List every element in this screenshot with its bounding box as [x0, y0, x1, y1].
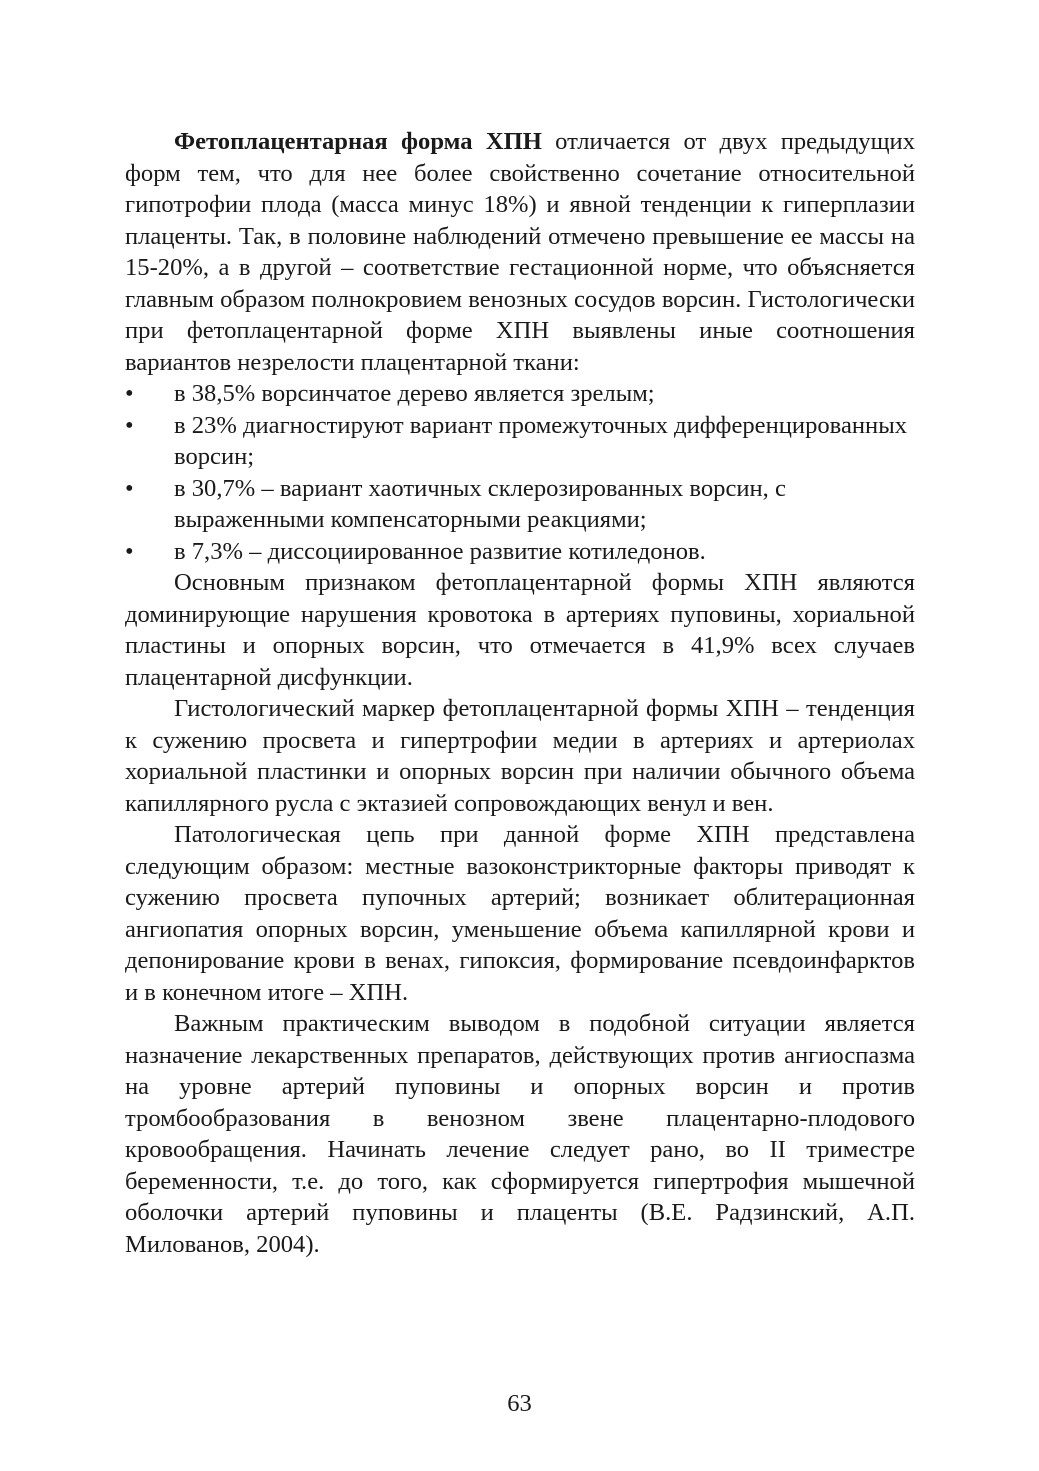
bullet-marker: • — [125, 474, 134, 502]
list-item-text: в 30,7% – вариант хаотичных склерозированных ворсин, с выраженными компенсаторными реакциями; — [174, 474, 786, 533]
paragraph-pathological-chain: Патологическая цепь при данной форме ХПН представлена следующим образом: местные вазоконстрикторные факторы приводят к сужению просвета пупочных артерий; возникает облитерационная ангиопатия опорных ворсин, уменьшение объема капиллярной крови и депонирование крови в венах, гипоксия, формирование псевдоинфарктов и в конечном итоге – ХПН. — [125, 821, 915, 1006]
list-item — [125, 378, 915, 410]
bullet-marker: • — [125, 380, 134, 407]
list-item-text: в 7,3% – диссоциированное развитие котиледонов. — [174, 537, 706, 565]
paragraph-practical-conclusion: Важным практическим выводом в подобной ситуации является назначение лекарственных препаратов, действующих против ангиоспазма на уровне артерий пуповины и опорных ворсин и против тромбообразования в венозном звене плацентарно-плодового кровообращения. Начинать лечение следует рано, во II триместре беременности, т.е. до того, как сформируется гипертрофия мышечной оболочки артерий пуповины и плаценты (В.Е. Радзинский, А.П. Милованов, 2004). — [125, 1010, 915, 1258]
paragraph-main-sign: Основным признаком фетоплацентарной формы ХПН являются доминирующие нарушения кровотока в артериях пуповины, хориальной пластины и опорных ворсин, что отмечается в 41,9% всех случаев плацентарной дисфункции. — [125, 569, 915, 691]
intro-bold-lead: Фетоплацентарная форма ХПН — [174, 128, 542, 155]
list-item — [125, 410, 915, 473]
bullet-marker: • — [125, 537, 134, 565]
intro-paragraph — [125, 126, 915, 378]
list-item — [125, 536, 915, 568]
bullet-marker: • — [125, 411, 134, 439]
paragraph-histological-marker: Гистологический маркер фетоплацентарной формы ХПН – тенденция к сужению просвета и гипертрофии медии в артериях и артериолах хориальной пластинки и опорных ворсин при наличии обычного объема капиллярного русла с эктазией сопровождающих венул и вен. — [125, 695, 915, 817]
list-item — [125, 473, 915, 536]
page-number: 63 — [507, 1390, 532, 1417]
document-page — [125, 126, 915, 1260]
intro-text: отличается от двух предыдущих форм тем, что для нее более свойственно сочетание относительной гипотрофии плода (масса минус 18%) и явной тенденции к гиперплазии плаценты. Так, в половине наблюдений отмечено превышение ее массы на 15-20%, а в другой – соответствие гестационной норме, что объясняется главным образом полнокровием венозных сосудов ворсин. Гистологически при фетоплацентарной форме ХПН выявлены иные соотношения вариантов незрелости плацентарной ткани: — [125, 128, 915, 376]
list-item-text: в 38,5% ворсинчатое дерево является зрелым; — [174, 380, 655, 407]
bullet-list — [125, 378, 915, 567]
list-item-text: в 23% диагностируют вариант промежуточных дифференцированных ворсин; — [174, 411, 908, 470]
